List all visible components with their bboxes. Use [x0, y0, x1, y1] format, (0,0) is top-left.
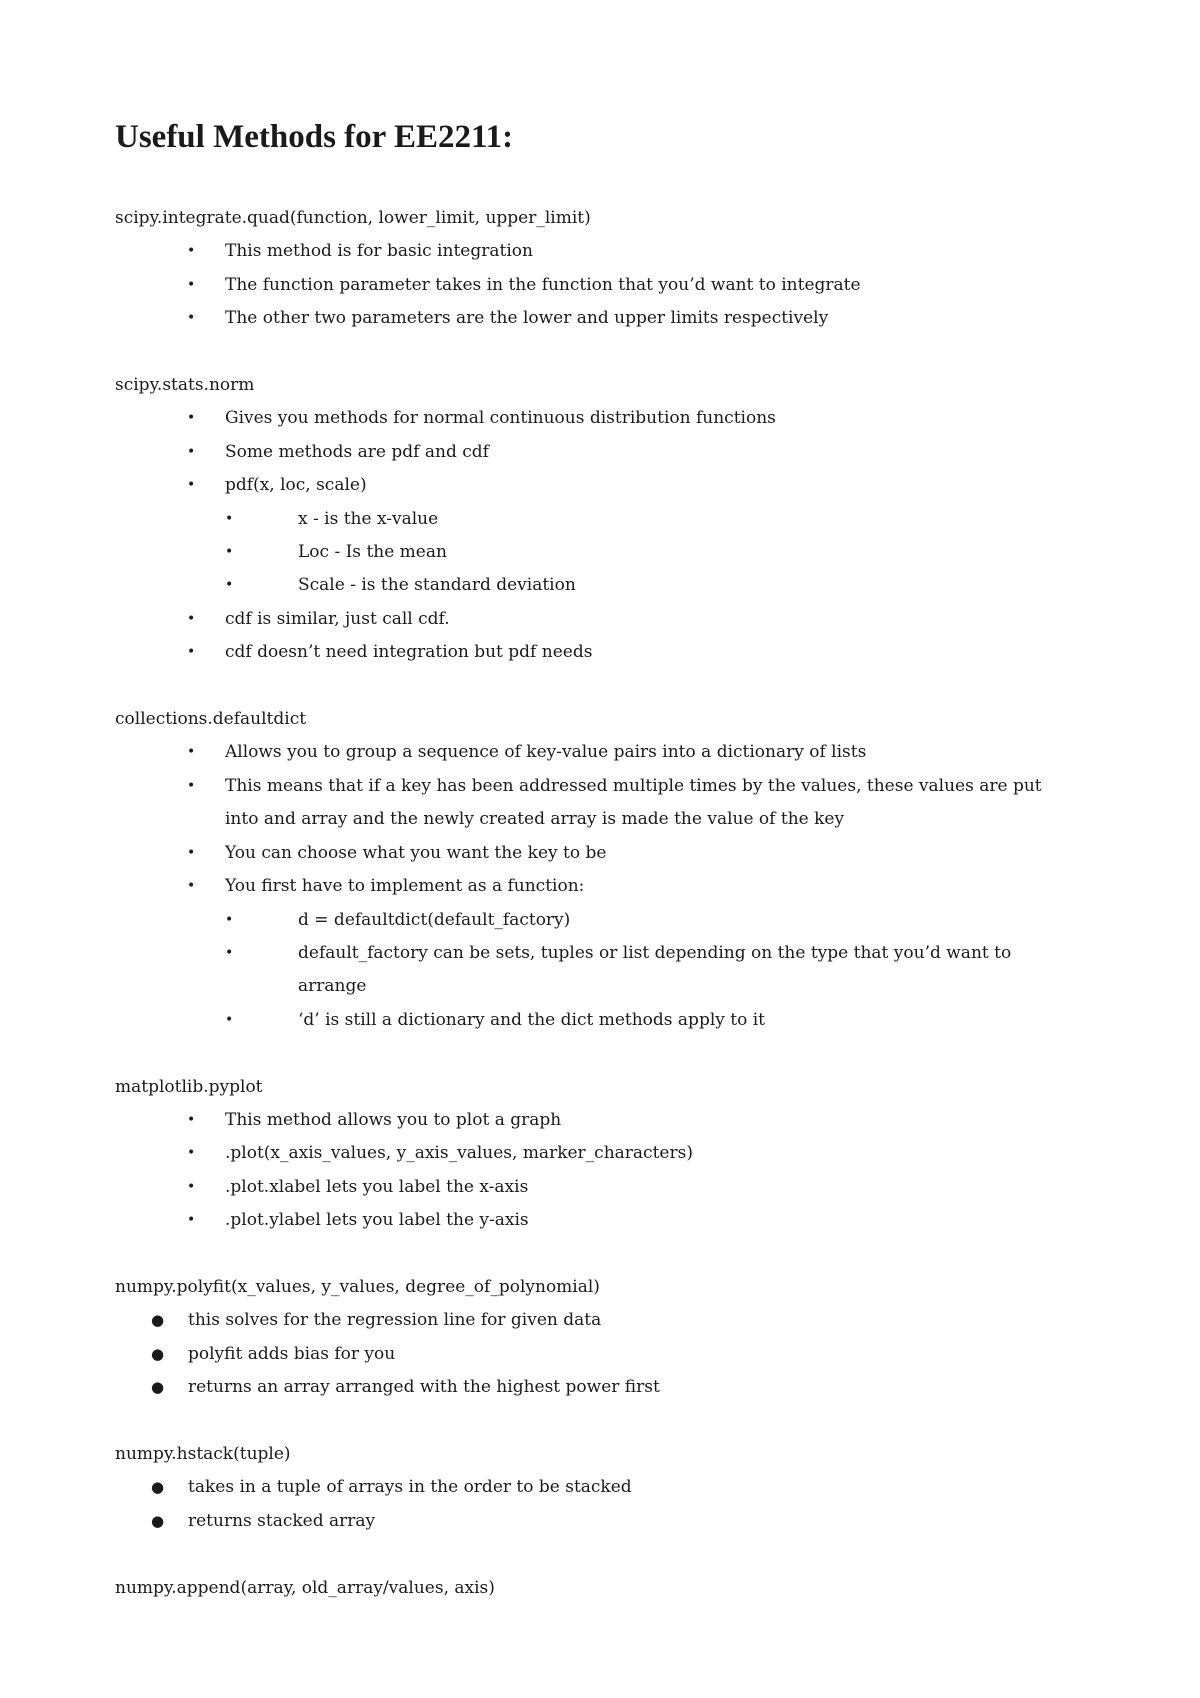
bullet-list	[115, 235, 1075, 335]
list-item-text: cdf doesn’t need integration but pdf needs	[225, 642, 593, 663]
bullet-icon: •	[225, 944, 234, 961]
document-body	[115, 202, 1075, 1638]
list-item	[115, 302, 1075, 335]
list-item	[115, 1171, 1075, 1204]
sub-list-item	[225, 569, 1075, 602]
sub-list-item-text: ‘d’ is still a dictionary and the dict methods apply to it	[298, 1009, 766, 1030]
list-item-text: This method allows you to plot a graph	[225, 1109, 562, 1130]
section-scipy-integrate-quad	[115, 202, 1075, 336]
bullet-list	[115, 1104, 1075, 1238]
list-item	[115, 269, 1075, 302]
list-item	[115, 1505, 1075, 1538]
list-item	[115, 469, 1075, 603]
list-item-text: returns stacked array	[188, 1510, 376, 1531]
list-item-text: The function parameter takes in the function that you’d want to integrate	[225, 274, 861, 295]
bullet-icon: ●	[151, 1378, 165, 1397]
list-item	[115, 1471, 1075, 1504]
list-item	[115, 636, 1075, 669]
bullet-icon: •	[187, 310, 196, 327]
list-item-text: polyfit adds bias for you	[188, 1343, 396, 1364]
section-matplotlib-pyplot	[115, 1071, 1075, 1238]
bullet-icon: •	[187, 243, 196, 260]
list-item	[115, 1371, 1075, 1404]
bullet-icon: •	[225, 577, 234, 594]
bullet-icon: •	[187, 744, 196, 761]
bullet-icon: •	[187, 610, 196, 627]
section-scipy-stats-norm	[115, 369, 1075, 670]
bullet-list	[115, 1304, 1075, 1404]
sub-list-item	[225, 904, 1075, 937]
sub-list-item	[225, 937, 1075, 1004]
sub-list-item-text: x - is the x-value	[298, 508, 439, 529]
section-numpy-append	[115, 1572, 1075, 1605]
section-heading: scipy.integrate.quad(function, lower_limit, upper_limit)	[115, 208, 591, 228]
bullet-icon: •	[187, 777, 196, 794]
list-item-text: Allows you to group a sequence of key-value pairs into a dictionary of lists	[225, 742, 867, 763]
bullet-icon: •	[187, 1111, 196, 1128]
list-item	[115, 1104, 1075, 1137]
sub-list-item	[225, 1004, 1075, 1037]
list-item-text: .plot(x_axis_values, y_axis_values, marker_characters)	[225, 1143, 693, 1164]
bullet-list	[115, 402, 1075, 669]
bullet-icon: ●	[151, 1311, 165, 1330]
list-item-text: .plot.xlabel lets you label the x-axis	[225, 1176, 529, 1197]
nested-bullet-list	[225, 503, 1075, 603]
list-item	[115, 1338, 1075, 1371]
section-numpy-hstack	[115, 1438, 1075, 1538]
list-item-text: takes in a tuple of arrays in the order to be stacked	[188, 1477, 632, 1498]
list-item	[115, 603, 1075, 636]
document-title: Useful Methods for EE2211:	[115, 119, 514, 155]
list-item-text: Some methods are pdf and cdf	[225, 441, 489, 462]
bullet-icon: •	[225, 510, 234, 527]
bullet-icon: •	[187, 1212, 196, 1229]
list-item	[115, 870, 1075, 1037]
bullet-icon: •	[225, 544, 234, 561]
list-item	[115, 1304, 1075, 1337]
section-heading: numpy.append(array, old_array/values, axis)	[115, 1577, 495, 1598]
list-item	[115, 770, 1075, 837]
sub-list-item-text: Scale - is the standard deviation	[298, 575, 576, 596]
list-item	[115, 1137, 1075, 1170]
list-item	[115, 837, 1075, 870]
list-item	[115, 402, 1075, 435]
list-item-text: This means that if a key has been addressed multiple times by the values, these values are put into and array and the newly created array is made the value of the key	[225, 775, 1042, 830]
section-collections-defaultdict	[115, 703, 1075, 1037]
bullet-icon: •	[225, 1011, 234, 1028]
bullet-icon: •	[187, 443, 196, 460]
list-item-text: returns an array arranged with the highest power first	[188, 1377, 660, 1398]
list-item-text: You can choose what you want the key to be	[225, 842, 607, 863]
bullet-icon: ●	[151, 1344, 165, 1363]
bullet-icon: •	[187, 1178, 196, 1195]
bullet-icon: •	[187, 410, 196, 427]
sub-list-item-text: Loc - Is the mean	[298, 542, 447, 563]
sub-list-item-text: default_factory can be sets, tuples or list depending on the type that you’d want to arrange	[298, 942, 1012, 997]
bullet-icon: •	[187, 477, 196, 494]
sub-list-item	[225, 503, 1075, 536]
bullet-icon: •	[187, 844, 196, 861]
list-item	[115, 736, 1075, 769]
list-item-text: cdf is similar, just call cdf.	[225, 608, 450, 629]
list-item-text: pdf(x, loc, scale)	[225, 475, 367, 496]
sub-list-item-text: d = defaultdict(default_factory)	[298, 909, 571, 930]
bullet-icon: ●	[151, 1478, 165, 1497]
bullet-icon: •	[187, 644, 196, 661]
list-item-text: The other two parameters are the lower and upper limits respectively	[225, 308, 829, 329]
bullet-icon: •	[187, 1145, 196, 1162]
bullet-icon: ●	[151, 1511, 165, 1530]
bullet-icon: •	[187, 878, 196, 895]
section-numpy-polyfit	[115, 1271, 1075, 1405]
list-item	[115, 235, 1075, 268]
section-heading: matplotlib.pyplot	[115, 1076, 263, 1097]
list-item-text: You first have to implement as a function:	[225, 876, 585, 897]
section-heading: scipy.stats.norm	[115, 375, 255, 396]
bullet-list	[115, 736, 1075, 1037]
list-item	[115, 436, 1075, 469]
list-item-text: .plot.ylabel lets you label the y-axis	[225, 1210, 529, 1231]
section-heading: numpy.hstack(tuple)	[115, 1443, 291, 1464]
bullet-list	[115, 1471, 1075, 1538]
list-item-text: this solves for the regression line for given data	[188, 1310, 602, 1331]
bullet-icon: •	[187, 276, 196, 293]
section-heading: collections.defaultdict	[115, 709, 307, 730]
list-item-text: This method is for basic integration	[225, 241, 533, 262]
bullet-icon: •	[225, 911, 234, 928]
sub-list-item	[225, 536, 1075, 569]
list-item	[115, 1204, 1075, 1237]
nested-bullet-list	[225, 904, 1075, 1038]
section-heading: numpy.polyfit(x_values, y_values, degree_of_polynomial)	[115, 1276, 600, 1297]
list-item-text: Gives you methods for normal continuous distribution functions	[225, 408, 776, 429]
